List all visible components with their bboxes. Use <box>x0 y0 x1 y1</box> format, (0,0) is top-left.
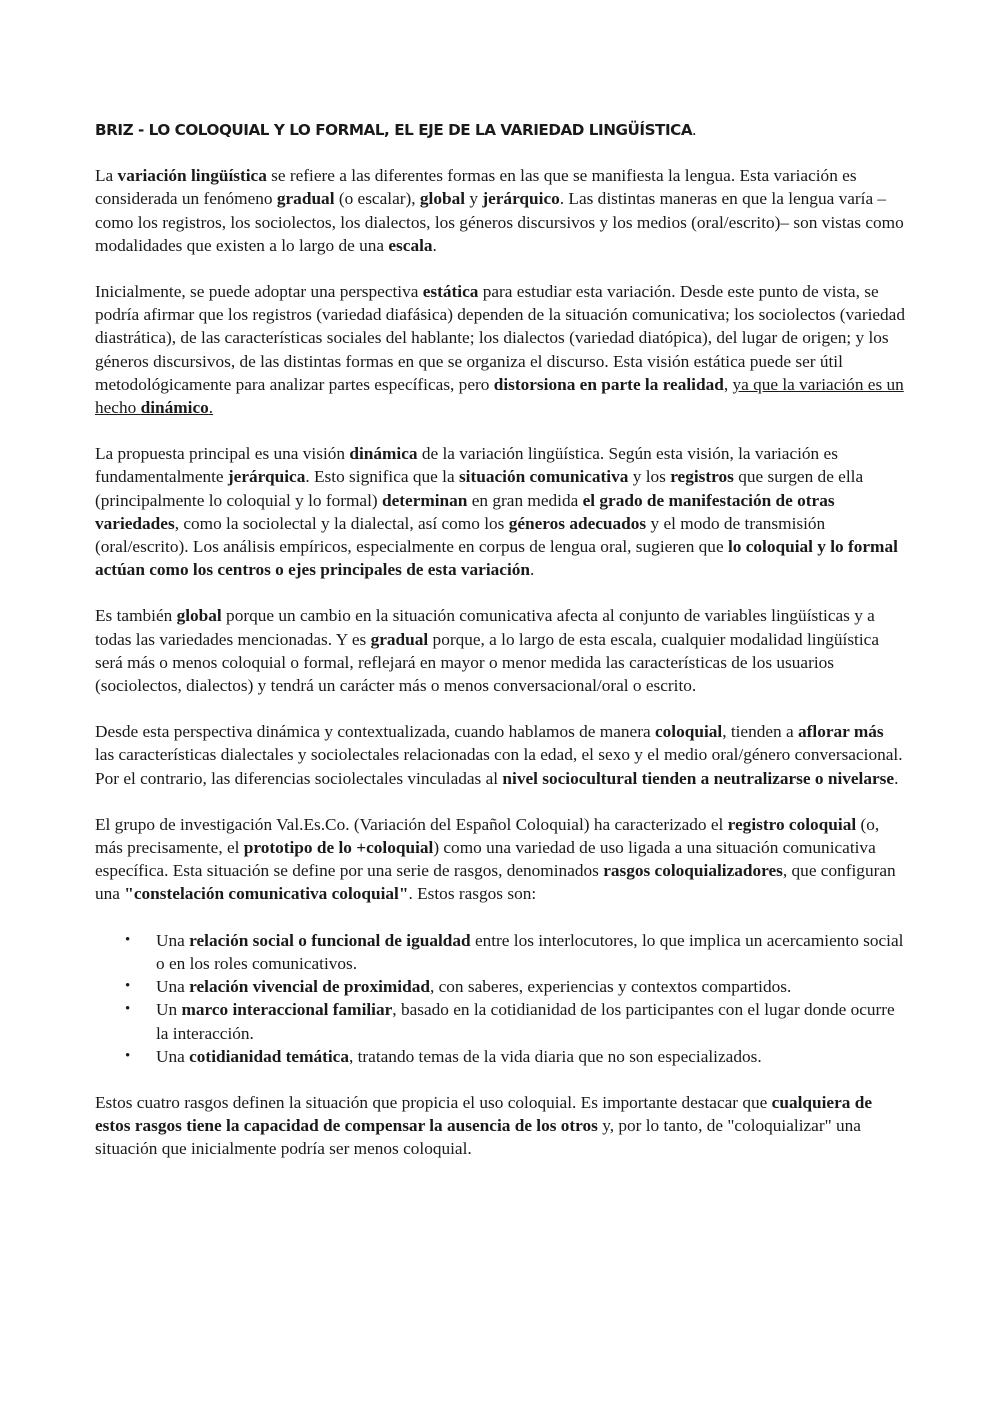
paragraph-valesco: El grupo de investigación Val.Es.Co. (Variación del Español Coloquial) ha caracterizado el registro coloquial (o, más precisamente, el prototipo de lo +coloquial) como una variedad de uso ligada a una situación comunicativa específica. Esta situación se define por una serie de rasgos, denominados rasgos coloquializadores, que configuran una "constelación comunicativa coloquial". Estos rasgos son: <box>95 814 896 904</box>
paragraph-conclusion: Estos cuatro rasgos definen la situación que propicia el uso coloquial. Es importante destacar que cualquiera de estos rasgos tiene la capacidad de compensar la ausencia de los otros y, por lo tanto, de "coloquializar" una situación que inicialmente podría ser menos coloquial. <box>95 1092 872 1159</box>
document-page <box>95 118 905 1184</box>
list-item: • Un marco interaccional familiar, basado en la cotidianidad de los participantes con el lugar donde ocurre la interacción. <box>125 1000 895 1043</box>
paragraph-global-gradual: Es también global porque un cambio en la situación comunicativa afecta al conjunto de variables lingüísticas y a todas las variedades mencionadas. Y es gradual porque, a lo largo de esta escala, cualquier modalidad lingüística será más o menos coloquial o formal, reflejará en mayor o menor medida las características de los usuarios (sociolectos, dialectos) y tendrá un carácter más o menos conversacional/oral o escrito. <box>95 606 879 696</box>
bullet-icon: • <box>125 931 131 948</box>
list-item: • Una cotidianidad temática, tratando temas de la vida diaria que no son especializados. <box>95 1045 905 1068</box>
list-item: • Una relación vivencial de proximidad, con saberes, experiencias y contextos compartidos. <box>95 975 905 998</box>
bullet-icon: • <box>125 978 131 995</box>
bullet-icon: • <box>125 1047 131 1064</box>
underlined-phrase: ya que la variación es un hecho dinámico. <box>95 374 904 418</box>
paragraph-coloquial: Desde esta perspectiva dinámica y contextualizada, cuando hablamos de manera coloquial, tienden a aflorar más las características dialectales y sociolectales relacionadas con la edad, el sexo y el medio oral/género conversacional. Por el contrario, las diferencias sociolectales vinculadas al nivel sociocultural tienden a neutralizarse o nivelarse. <box>95 722 903 788</box>
document-title: BRIZ - LO COLOQUIAL Y LO FORMAL, EL EJE DE LA VARIEDAD LINGÜÍSTICA. <box>95 120 697 139</box>
paragraph-dinamica: La propuesta principal es una visión dinámica de la variación lingüística. Según esta visión, la variación es fundamentalmente jerárquica. Esto significa que la situación comunicativa y los registros que surgen de ella (principalmente lo coloquial y lo formal) determinan en gran medida el grado de manifestación de otras variedades, como la sociolectal y la dialectal, así como los géneros adecuados y el modo de transmisión (oral/escrito). Los análisis empíricos, especialmente en corpus de lengua oral, sugieren que lo coloquial y lo formal actúan como los centros o ejes principales de esta variación. <box>95 444 898 580</box>
rasgos-list <box>95 929 905 1068</box>
bullet-icon: • <box>125 1001 131 1018</box>
paragraph-estatica: Inicialmente, se puede adoptar una perspectiva estática para estudiar esta variación. Desde este punto de vista, se podría afirmar que los registros (variedad diafásica) dependen de la situación comunicativa; los sociolectos (variedad diastrática), de las características sociales del hablante; los dialectos (variedad diatópica), del lugar de origen; y los géneros discursivos, de las distintas formas en que se organiza el discurso. Esta visión estática puede ser útil metodológicamente para analizar partes específicas, pero distorsiona en parte la realidad, ya que la variación es un hecho dinámico. <box>95 282 905 418</box>
list-item: • Una relación social o funcional de igualdad entre los interlocutores, lo que implica un acercamiento social o en los roles comunicativos. <box>125 930 904 973</box>
paragraph-variacion: La variación lingüística se refiere a las diferentes formas en las que se manifiesta la lengua. Esta variación es considerada un fenómeno gradual (o escalar), global y jerárquico. Las distintas maneras en que la lengua varía –como los registros, los sociolectos, los dialectos, los géneros discursivos y los medios (oral/escrito)– son vistas como modalidades que existen a lo largo de una escala. <box>95 166 904 255</box>
